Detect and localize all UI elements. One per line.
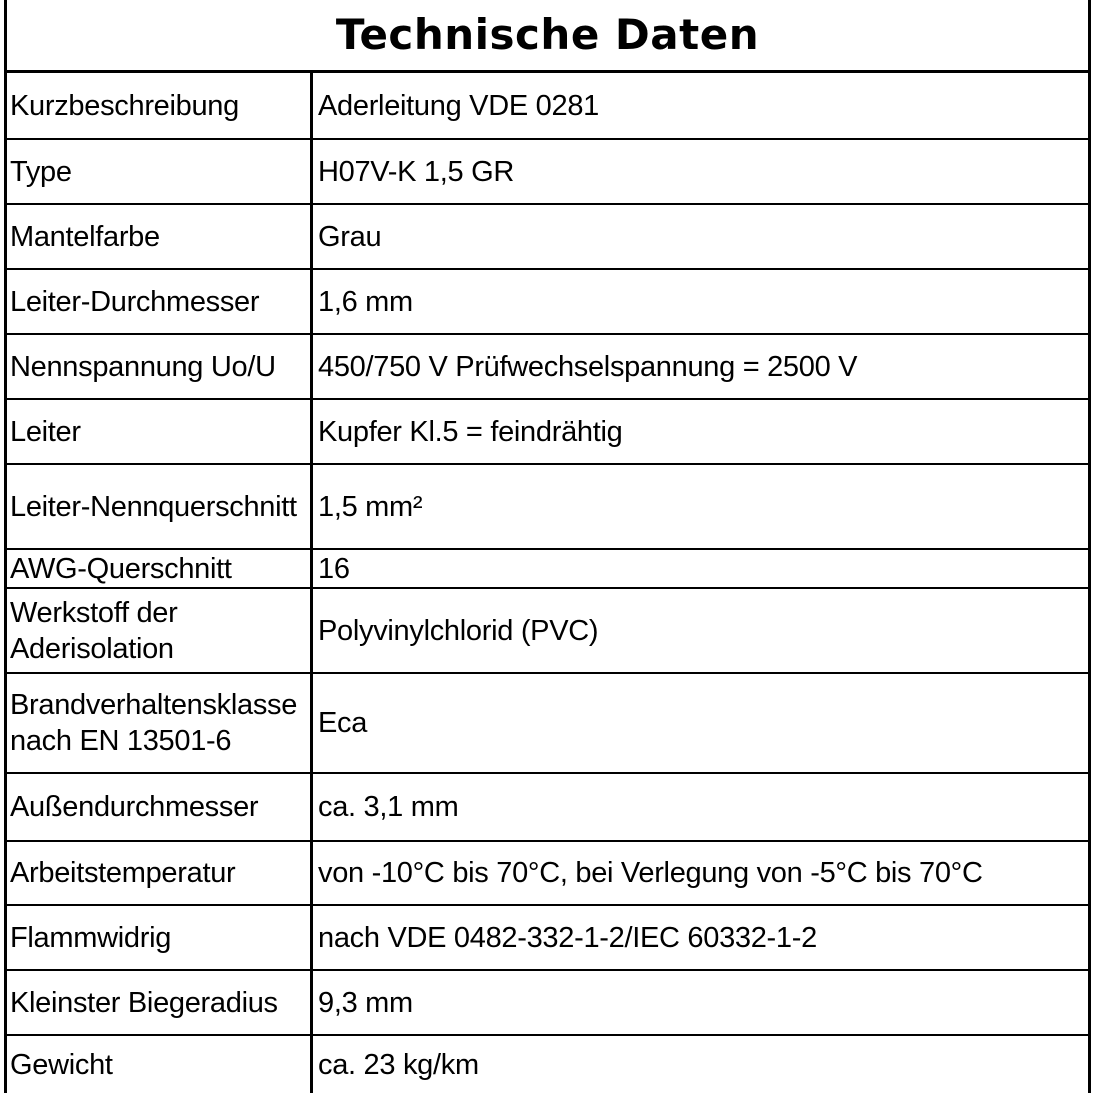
table-row <box>7 139 1088 204</box>
table-row <box>7 673 1088 773</box>
row-label: Außendurchmesser <box>7 773 312 841</box>
table-row <box>7 73 1088 139</box>
row-label: Type <box>7 139 312 204</box>
table-row <box>7 841 1088 905</box>
row-value: von -10°C bis 70°C, bei Verlegung von -5°C bis 70°C <box>312 841 1089 905</box>
row-label: Mantelfarbe <box>7 204 312 269</box>
row-label: Flammwidrig <box>7 905 312 970</box>
row-label: Brandverhaltensklasse nach EN 13501-6 <box>7 673 312 773</box>
row-label: Leiter-Durchmesser <box>7 269 312 334</box>
row-value: 1,5 mm² <box>312 464 1089 549</box>
row-value: Grau <box>312 204 1089 269</box>
table-row <box>7 269 1088 334</box>
spec-sheet <box>4 0 1091 1093</box>
row-value: ca. 23 kg/km <box>318 1048 479 1081</box>
spec-table <box>7 73 1088 1093</box>
row-label: Leiter-Nennquerschnitt <box>7 464 312 549</box>
row-value: ca. 3,1 mm <box>312 773 1089 841</box>
table-row <box>7 549 1088 588</box>
row-label: Werkstoff der Aderisolation <box>7 588 312 673</box>
row-value: Eca <box>312 673 1089 773</box>
row-value: 1,6 mm <box>312 269 1089 334</box>
table-row <box>7 588 1088 673</box>
row-value: Polyvinylchlorid (PVC) <box>312 588 1089 673</box>
row-value: 450/750 V Prüfwechselspannung = 2500 V <box>312 334 1089 399</box>
row-label: Leiter <box>7 399 312 464</box>
row-label: Kleinster Biegeradius <box>7 970 312 1035</box>
table-row <box>7 773 1088 841</box>
table-row <box>7 1035 1088 1093</box>
table-row <box>7 204 1088 269</box>
row-label: Arbeitstemperatur <box>7 841 312 905</box>
row-label: Gewicht <box>7 1035 312 1093</box>
row-label: AWG-Querschnitt <box>7 549 312 588</box>
row-value: H07V-K 1,5 GR <box>312 139 1089 204</box>
page-title: Technische Daten <box>7 0 1088 73</box>
table-row <box>7 970 1088 1035</box>
table-row <box>7 905 1088 970</box>
row-label: Kurzbeschreibung <box>7 73 312 139</box>
row-value: Kupfer Kl.5 = feindrähtig <box>312 399 1089 464</box>
row-value: 16 <box>312 549 1089 588</box>
row-value: Aderleitung VDE 0281 <box>312 73 1089 139</box>
row-label: Nennspannung Uo/U <box>7 334 312 399</box>
table-row <box>7 464 1088 549</box>
row-value: 9,3 mm <box>312 970 1089 1035</box>
table-row <box>7 334 1088 399</box>
row-value: nach VDE 0482-332-1-2/IEC 60332-1-2 <box>312 905 1089 970</box>
table-row <box>7 399 1088 464</box>
